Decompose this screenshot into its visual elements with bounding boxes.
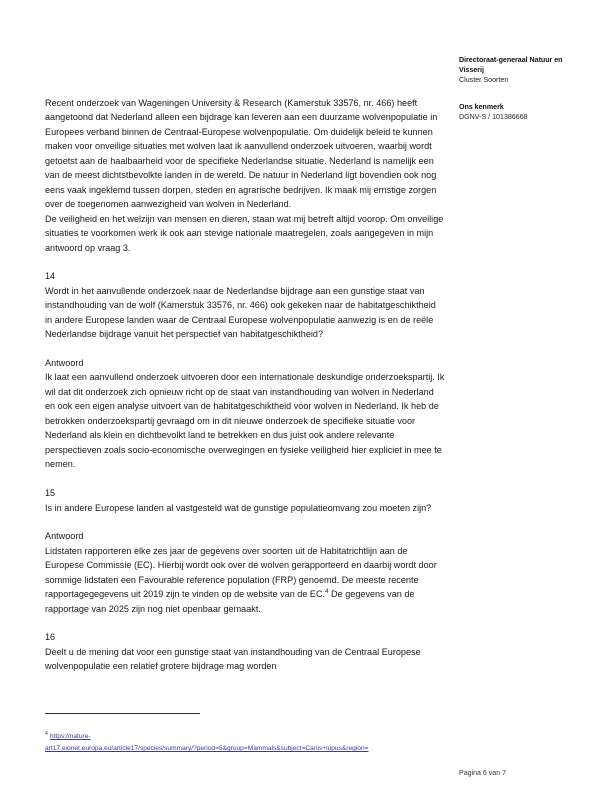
question-number-16: 16 [45,632,56,643]
footnote-separator-rule [45,713,200,714]
spacer [45,515,445,529]
organisation-subtitle: Cluster Soorten [459,76,509,85]
reference-label: Ons kenmerk [459,103,504,112]
footnote-marker: 4 [45,730,48,737]
spacer [45,255,445,269]
spacer [45,616,445,630]
spacer [45,342,445,356]
question-text-15: Is in andere Europese landen al vastgesteld wat de gunstige populatieomvang zou moeten zijn? [45,502,432,513]
question-text-16: Deelt u de mening dat voor een gunstige staat van instandhouding van de Centraal Europese wolvenpopulatie een relatief grotere bijdrage mag worden [45,646,421,672]
footnote-area [45,731,455,755]
footnote-reference-marker[interactable]: 4 [325,588,329,596]
question-text-14: Wordt in het aanvullende onderzoek naar de Nederlandse bijdrage aan een gunstige staat van instandhouding van de wolf (Kamerstuk 33576, nr. 466) ook gekeken naar de habitatgeschiktheid in andere Europese landen waar de Centraal Europese wolvenpopulatie aanwezig is en de reële Nederlandse bijdrage vanuit het perspectief van habitatgeschiktheid? [45,285,436,340]
organisation-block [459,55,589,85]
footnote-url-line-2[interactable]: art17.eionet.europa.eu/article17/species/summary/?period=5&group=Mammals&subject=Canis+lupus&region= [45,745,369,753]
page-number-footer: Pagina 6 van 7 [459,770,506,777]
document-side-header [459,55,589,139]
question-number-14: 14 [45,271,56,282]
answer-text-15 [45,544,445,616]
answer-text-14: Ik laat een aanvullend onderzoek uitvoeren door een internationale deskundige onderzoekspartij. Ik wil dat dit onderzoek zich opnieuw richt op de staat van instandhouding van wolven in Nederland en ook een eigen analyse uitvoert van de habitatgeschiktheid voor wolven in Nederland. Ik heb de betrokken onderzoekspartij gevraagd om in dit nieuwe onderzoek de specifieke situatie voor Nederland als klein en dichtbevolkt land te betrekken en dus juist ook andere relevante perspectieven zoals socio-economische overwegingen en fysieke veiligheid hier expliciet in mee te nemen. [45,372,445,470]
organisation-title: Directoraat-generaal Natuur en Visserij [459,56,563,75]
reference-block [459,102,589,122]
answer-text-15-part2: De gegevens van de rapportage van 2025 zijn nog niet openbaar gemaakt. [45,589,415,614]
intro-paragraph-2: De veiligheid en het welzijn van mensen en dieren, staan wat mij betreft altijd voorop. Om onveilige situaties te voorkomen werk ik ook aan stevige nationale maatregelen, zoals aangegeven in mijn antwoord op vraag 3. [45,213,444,253]
answer-label-14: Antwoord [45,358,84,369]
footnote-url-line-1[interactable]: https://nature- [49,733,91,740]
document-body [45,96,445,674]
reference-value: DGNV-S / 101386668 [459,113,528,122]
intro-paragraph: Recent onderzoek van Wageningen University & Research (Kamerstuk 33576, nr. 466) heeft aangetoond dat Nederland alleen een bijdrage kan leveren aan een duurzame wolvenpopulatie in Europees verband binnen de Centraal-Europese wolvenpopulatie. Om duidelijk beleid te kunnen maken voor onveilige situaties met wolven laat ik aanvullend onderzoek uitvoeren, waarbij wordt getoetst aan de haalbaarheid voor de specifieke Nederlandse situatie. Nederland is namelijk een van de meest dichtstbevolkte landen in de wereld. De natuur in Nederland ligt bovendien ook nog eens vaak ingeklemd tussen dorpen, steden en agrarische bedrijven. Ik maak mij ernstige zorgen over de toegenomen aanwezigheid van wolven in Nederland. [45,98,438,210]
question-number-15: 15 [45,488,56,499]
spacer [45,472,445,486]
answer-text-15-part1: Lidstaten rapporteren elke zes jaar de gegevens over soorten uit de Habitatrichtlijn aan de Europese Commissie (EC). Hierbij wordt ook over de wolven gerapporteerd en daarbij wordt door sommige lidstaten een Favourable reference population (FRP) genoemd. De meeste recente rapportagegegevens uit 2019 zijn te vinden op de website van de EC. [45,545,437,600]
answer-label-15: Antwoord [45,531,84,542]
